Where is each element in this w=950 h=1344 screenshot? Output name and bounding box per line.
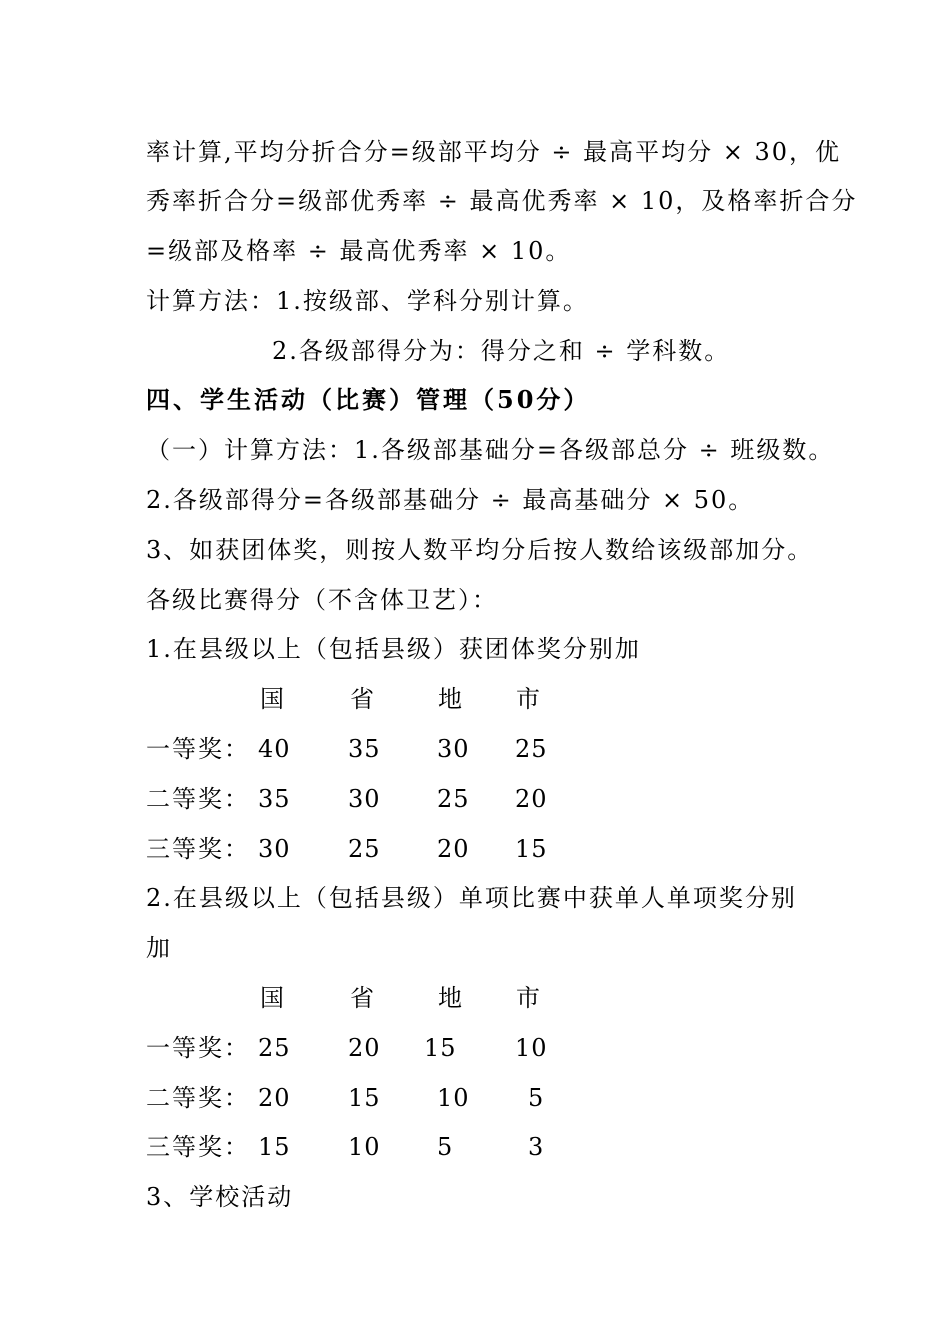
value-cell: 40 bbox=[258, 735, 291, 763]
value-cell: 10 bbox=[437, 1084, 470, 1112]
value-cell: 30 bbox=[258, 835, 291, 863]
header-cell: 地 bbox=[438, 984, 464, 1012]
value-cell: 15 bbox=[515, 835, 548, 863]
row-label: 二等奖： bbox=[146, 1084, 250, 1112]
value-cell: 15 bbox=[258, 1133, 291, 1161]
value-cell: 15 bbox=[348, 1084, 381, 1112]
value-cell: 25 bbox=[437, 785, 470, 813]
paragraph-line: 3、如获团体奖，则按人数平均分后按人数给该级部加分。 bbox=[146, 536, 814, 564]
value-cell: 30 bbox=[437, 735, 470, 763]
paragraph-line: 3、学校活动 bbox=[146, 1183, 294, 1211]
header-cell: 市 bbox=[516, 984, 542, 1012]
value-cell: 3 bbox=[528, 1133, 545, 1161]
value-cell: 5 bbox=[528, 1084, 545, 1112]
value-cell: 30 bbox=[348, 785, 381, 813]
paragraph-line: 加 bbox=[146, 934, 172, 962]
paragraph-line: 计算方法：1.按级部、学科分别计算。 bbox=[146, 287, 589, 315]
paragraph-line: 1.在县级以上（包括县级）获团体奖分别加 bbox=[146, 635, 641, 663]
value-cell: 35 bbox=[258, 785, 291, 813]
header-cell: 国 bbox=[260, 984, 286, 1012]
row-label: 二等奖： bbox=[146, 785, 250, 813]
value-cell: 15 bbox=[424, 1034, 457, 1062]
row-label: 一等奖： bbox=[146, 735, 250, 763]
value-cell: 10 bbox=[515, 1034, 548, 1062]
row-label: 一等奖： bbox=[146, 1034, 250, 1062]
value-cell: 20 bbox=[348, 1034, 381, 1062]
value-cell: 25 bbox=[515, 735, 548, 763]
paragraph-line: 2.在县级以上（包括县级）单项比赛中获单人单项奖分别 bbox=[146, 884, 797, 912]
header-cell: 省 bbox=[350, 984, 376, 1012]
paragraph-line: 率计算,平均分折合分=级部平均分 ÷ 最高平均分 × 30，优 bbox=[146, 138, 842, 166]
value-cell: 25 bbox=[258, 1034, 291, 1062]
paragraph-line: =级部及格率 ÷ 最高优秀率 × 10。 bbox=[146, 237, 572, 265]
paragraph-line: 2.各级部得分=各级部基础分 ÷ 最高基础分 × 50。 bbox=[146, 486, 755, 514]
value-cell: 5 bbox=[437, 1133, 454, 1161]
paragraph-line: 秀率折合分=级部优秀率 ÷ 最高优秀率 × 10，及格率折合分 bbox=[146, 187, 858, 215]
value-cell: 20 bbox=[437, 835, 470, 863]
value-cell: 10 bbox=[348, 1133, 381, 1161]
value-cell: 25 bbox=[348, 835, 381, 863]
header-cell: 国 bbox=[260, 685, 286, 713]
value-cell: 35 bbox=[348, 735, 381, 763]
section-heading: 四、学生活动（比赛）管理（50分） bbox=[146, 385, 591, 414]
value-cell: 20 bbox=[258, 1084, 291, 1112]
paragraph-line: （一）计算方法：1.各级部基础分=各级部总分 ÷ 班级数。 bbox=[146, 436, 835, 464]
value-cell: 20 bbox=[515, 785, 548, 813]
row-label: 三等奖： bbox=[146, 835, 250, 863]
row-label: 三等奖： bbox=[146, 1133, 250, 1161]
header-cell: 省 bbox=[350, 685, 376, 713]
header-cell: 市 bbox=[516, 685, 542, 713]
paragraph-line: 各级比赛得分（不含体卫艺）： bbox=[146, 586, 498, 614]
header-cell: 地 bbox=[438, 685, 464, 713]
paragraph-line: 2.各级部得分为：得分之和 ÷ 学科数。 bbox=[272, 337, 731, 365]
